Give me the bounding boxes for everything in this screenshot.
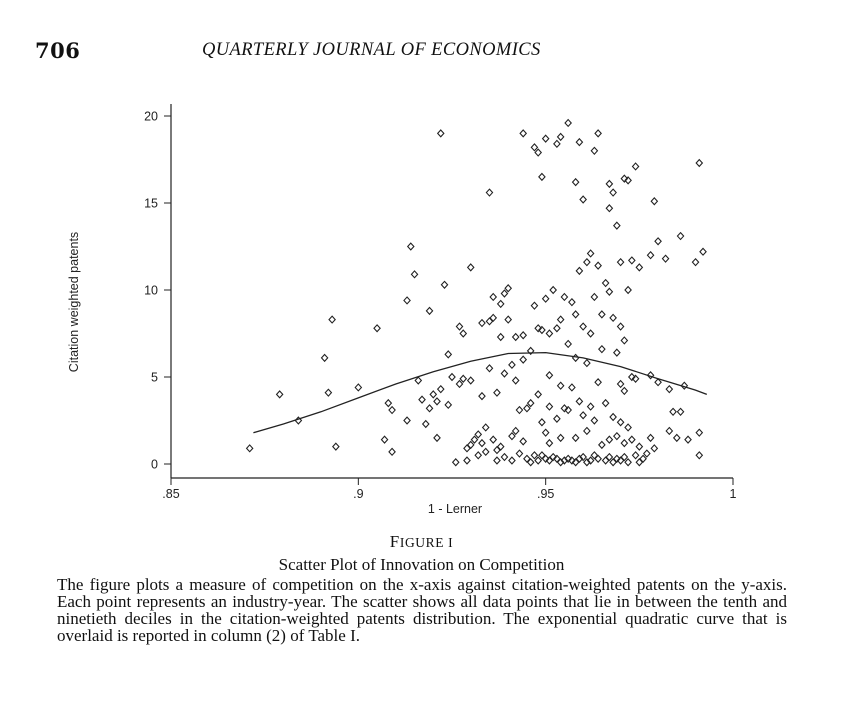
scatter-point [528,400,534,407]
scatter-point [419,396,425,403]
y-tick-label: 20 [144,109,158,124]
journal-title: QUARTERLY JOURNAL OF ECONOMICS [202,40,541,60]
scatter-point [580,196,586,203]
scatter-point [606,205,612,212]
scatter-point [494,389,500,396]
scatter-point [666,428,672,435]
scatter-point [479,320,485,327]
scatter-point [606,288,612,295]
scatter-point [554,415,560,422]
scatter-point [610,189,616,196]
scatter-point [603,280,609,287]
scatter-point [625,287,631,294]
scatter-point [565,341,571,348]
scatter-point [460,375,466,382]
scatter-point [490,294,496,301]
scatter-point [486,365,492,372]
scatter-point [404,297,410,304]
scatter-point [614,222,620,229]
scatter-point [247,445,253,452]
scatter-point [423,421,429,428]
scatter-point [618,419,624,426]
scatter-point [513,334,519,341]
scatter-point [573,354,579,361]
scatter-point [513,428,519,435]
scatter-point [629,257,635,264]
scatter-point [610,314,616,321]
scatter-point [531,144,537,151]
scatter-point [599,346,605,353]
x-tick-label: .85 [162,487,180,501]
scatter-point [595,379,601,386]
scatter-point [580,323,586,330]
scatter-point [513,377,519,384]
scatter-point [456,381,462,388]
scatter-point [692,259,698,266]
scatter-point [632,163,638,170]
scatter-point [460,330,466,337]
x-tick-label: .95 [536,487,555,501]
scatter-point [509,433,515,440]
scatter-point [531,452,537,459]
scatter-point [509,361,515,368]
y-axis-title: Citation weighted patents [67,231,81,373]
scatter-point [618,259,624,266]
figure-label [0,532,843,552]
scatter-point [441,281,447,288]
scatter-point [576,139,582,146]
scatter-point [573,311,579,318]
scatter-point [426,405,432,412]
x-tick-label: 1 [729,487,737,501]
scatter-point [434,398,440,405]
scatter-point [606,180,612,187]
scatter-point [535,391,541,398]
scatter-point [501,370,507,377]
scatter-point [696,160,702,167]
scatter-point [468,264,474,271]
scatter-point [483,448,489,455]
scatter-point [614,349,620,356]
scatter-point [475,452,481,459]
scatter-point [651,198,657,205]
scatter-point [355,384,361,391]
scatter-point [632,452,638,459]
scatter-point [677,408,683,415]
scatter-point [573,435,579,442]
scatter-point [576,267,582,274]
scatter-point [670,408,676,415]
scatter-point [610,414,616,421]
scatter-point [644,450,650,457]
figure [0,80,843,530]
scatter-point [599,311,605,318]
scatter-point [498,334,504,341]
scatter-point [539,419,545,426]
scatter-point [494,457,500,464]
scatter-point [543,429,549,436]
scatter-point [333,443,339,450]
scatter-point [647,252,653,259]
scatter-point [591,294,597,301]
scatter-point [647,435,653,442]
scatter-point [573,179,579,186]
scatter-point [445,351,451,358]
scatter-point [677,233,683,240]
scatter-point [696,452,702,459]
scatter-point [674,435,680,442]
scatter-point [636,264,642,271]
scatter-point [505,316,511,323]
scatter-point [479,393,485,400]
scatter-point [696,429,702,436]
scatter-point [539,174,545,181]
scatter-point [471,436,477,443]
scatter-point [569,299,575,306]
y-tick-label: 10 [144,283,158,298]
scatter-point [591,417,597,424]
scatter-point [329,316,335,323]
scatter-point [486,189,492,196]
scatter-point [501,454,507,461]
scatter-point [546,372,552,379]
scatter-point [599,441,605,448]
page-header [0,0,843,80]
scatter-point [524,405,530,412]
scatter-point [449,374,455,381]
scatter-point [408,243,414,250]
scatter-point [516,407,522,414]
scatter-point [479,440,485,447]
scatter-point [374,325,380,332]
scatter-point [475,431,481,438]
scatter-point [618,323,624,330]
scatter-point [389,448,395,455]
scatter-point [588,250,594,257]
scatter-point [434,435,440,442]
scatter-point [561,294,567,301]
scatter-point [415,377,421,384]
scatter-point [325,389,331,396]
scatter-point [662,255,668,262]
scatter-point [464,457,470,464]
scatter-point [625,459,631,466]
scatter-point [636,443,642,450]
fitted-curve-layer [253,353,706,433]
x-tick-label: .9 [353,487,364,501]
scatter-point [516,450,522,457]
scatter-point [580,412,586,419]
scatter-point [520,332,526,339]
x-axis-title: 1 - Lerner [427,502,483,516]
scatter-point [584,259,590,266]
scatter-point [468,377,474,384]
scatter-point [520,356,526,363]
scatter-point [595,130,601,137]
scatter-point [685,436,691,443]
scatter-point [438,386,444,393]
scatter-point [603,400,609,407]
scatter-point [546,403,552,410]
scatter-point [666,386,672,393]
scatter-point [606,436,612,443]
scatter-point [595,262,601,269]
scatter-point [385,400,391,407]
scatter-point [430,391,436,398]
scatter-point [543,135,549,142]
scatter-point [546,440,552,447]
scatter-chart [0,80,843,530]
scatter-point [565,120,571,127]
scatter-point [535,457,541,464]
scatter-point [588,403,594,410]
scatter-point [614,433,620,440]
figure-note: The figure plots a measure of competition on the x-axis against citation-weighted patents on the y-axis. Each point represents an industry-year. The scatter shows all data points that lie in between the tenth and ninetieth deciles in the citation-weighted patents distribution. The exponential quadratic curve that is overlaid is reported in column (2) of Table I. [57,575,787,645]
scatter-point [558,133,564,140]
scatter-point [498,301,504,308]
page-number: 706 [35,38,81,63]
scatter-point [453,459,459,466]
scatter-point [569,384,575,391]
scatter-point [381,436,387,443]
scatter-point [501,290,507,297]
chart-axes [144,104,736,501]
y-tick-label: 5 [151,370,158,385]
scatter-point [277,391,283,398]
scatter-point [558,316,564,323]
scatter-point [426,307,432,314]
scatter-point [546,330,552,337]
figure-label-first: F [389,532,400,551]
scatter-point [584,360,590,367]
scatter-point [629,436,635,443]
scatter-point [651,445,657,452]
scatter-point [535,149,541,156]
scatter-point [445,401,451,408]
y-tick-label: 0 [151,457,158,472]
scatter-point [576,398,582,405]
scatter-point [558,382,564,389]
scatter-point [584,428,590,435]
scatter-point [655,238,661,245]
scatter-point [618,381,624,388]
scatter-point [490,436,496,443]
scatter-point [588,330,594,337]
scatter-point [554,140,560,147]
scatter-point [411,271,417,278]
scatter-point [621,388,627,395]
scatter-point [625,424,631,431]
scatter-point [700,248,706,255]
scatter-point [554,325,560,332]
scatter-point [438,130,444,137]
scatter-point [509,457,515,464]
scatter-point [322,354,328,361]
scatter-point [543,295,549,302]
scatter-point [531,302,537,309]
scatter-point [591,147,597,154]
scatter-point [404,417,410,424]
scatter-point [456,323,462,330]
scatter-point [550,287,556,294]
scatter-point [505,285,511,292]
scatter-point [520,130,526,137]
y-tick-label: 15 [144,196,158,211]
figure-title: Scatter Plot of Innovation on Competition [278,555,565,574]
scatter-point [621,337,627,344]
scatter-point [520,438,526,445]
fitted-curve [253,353,706,433]
figure-label-rest: IGURE I [399,535,454,550]
scatter-point [389,407,395,414]
scatter-point [483,424,489,431]
scatter-point [621,440,627,447]
scatter-point [558,435,564,442]
